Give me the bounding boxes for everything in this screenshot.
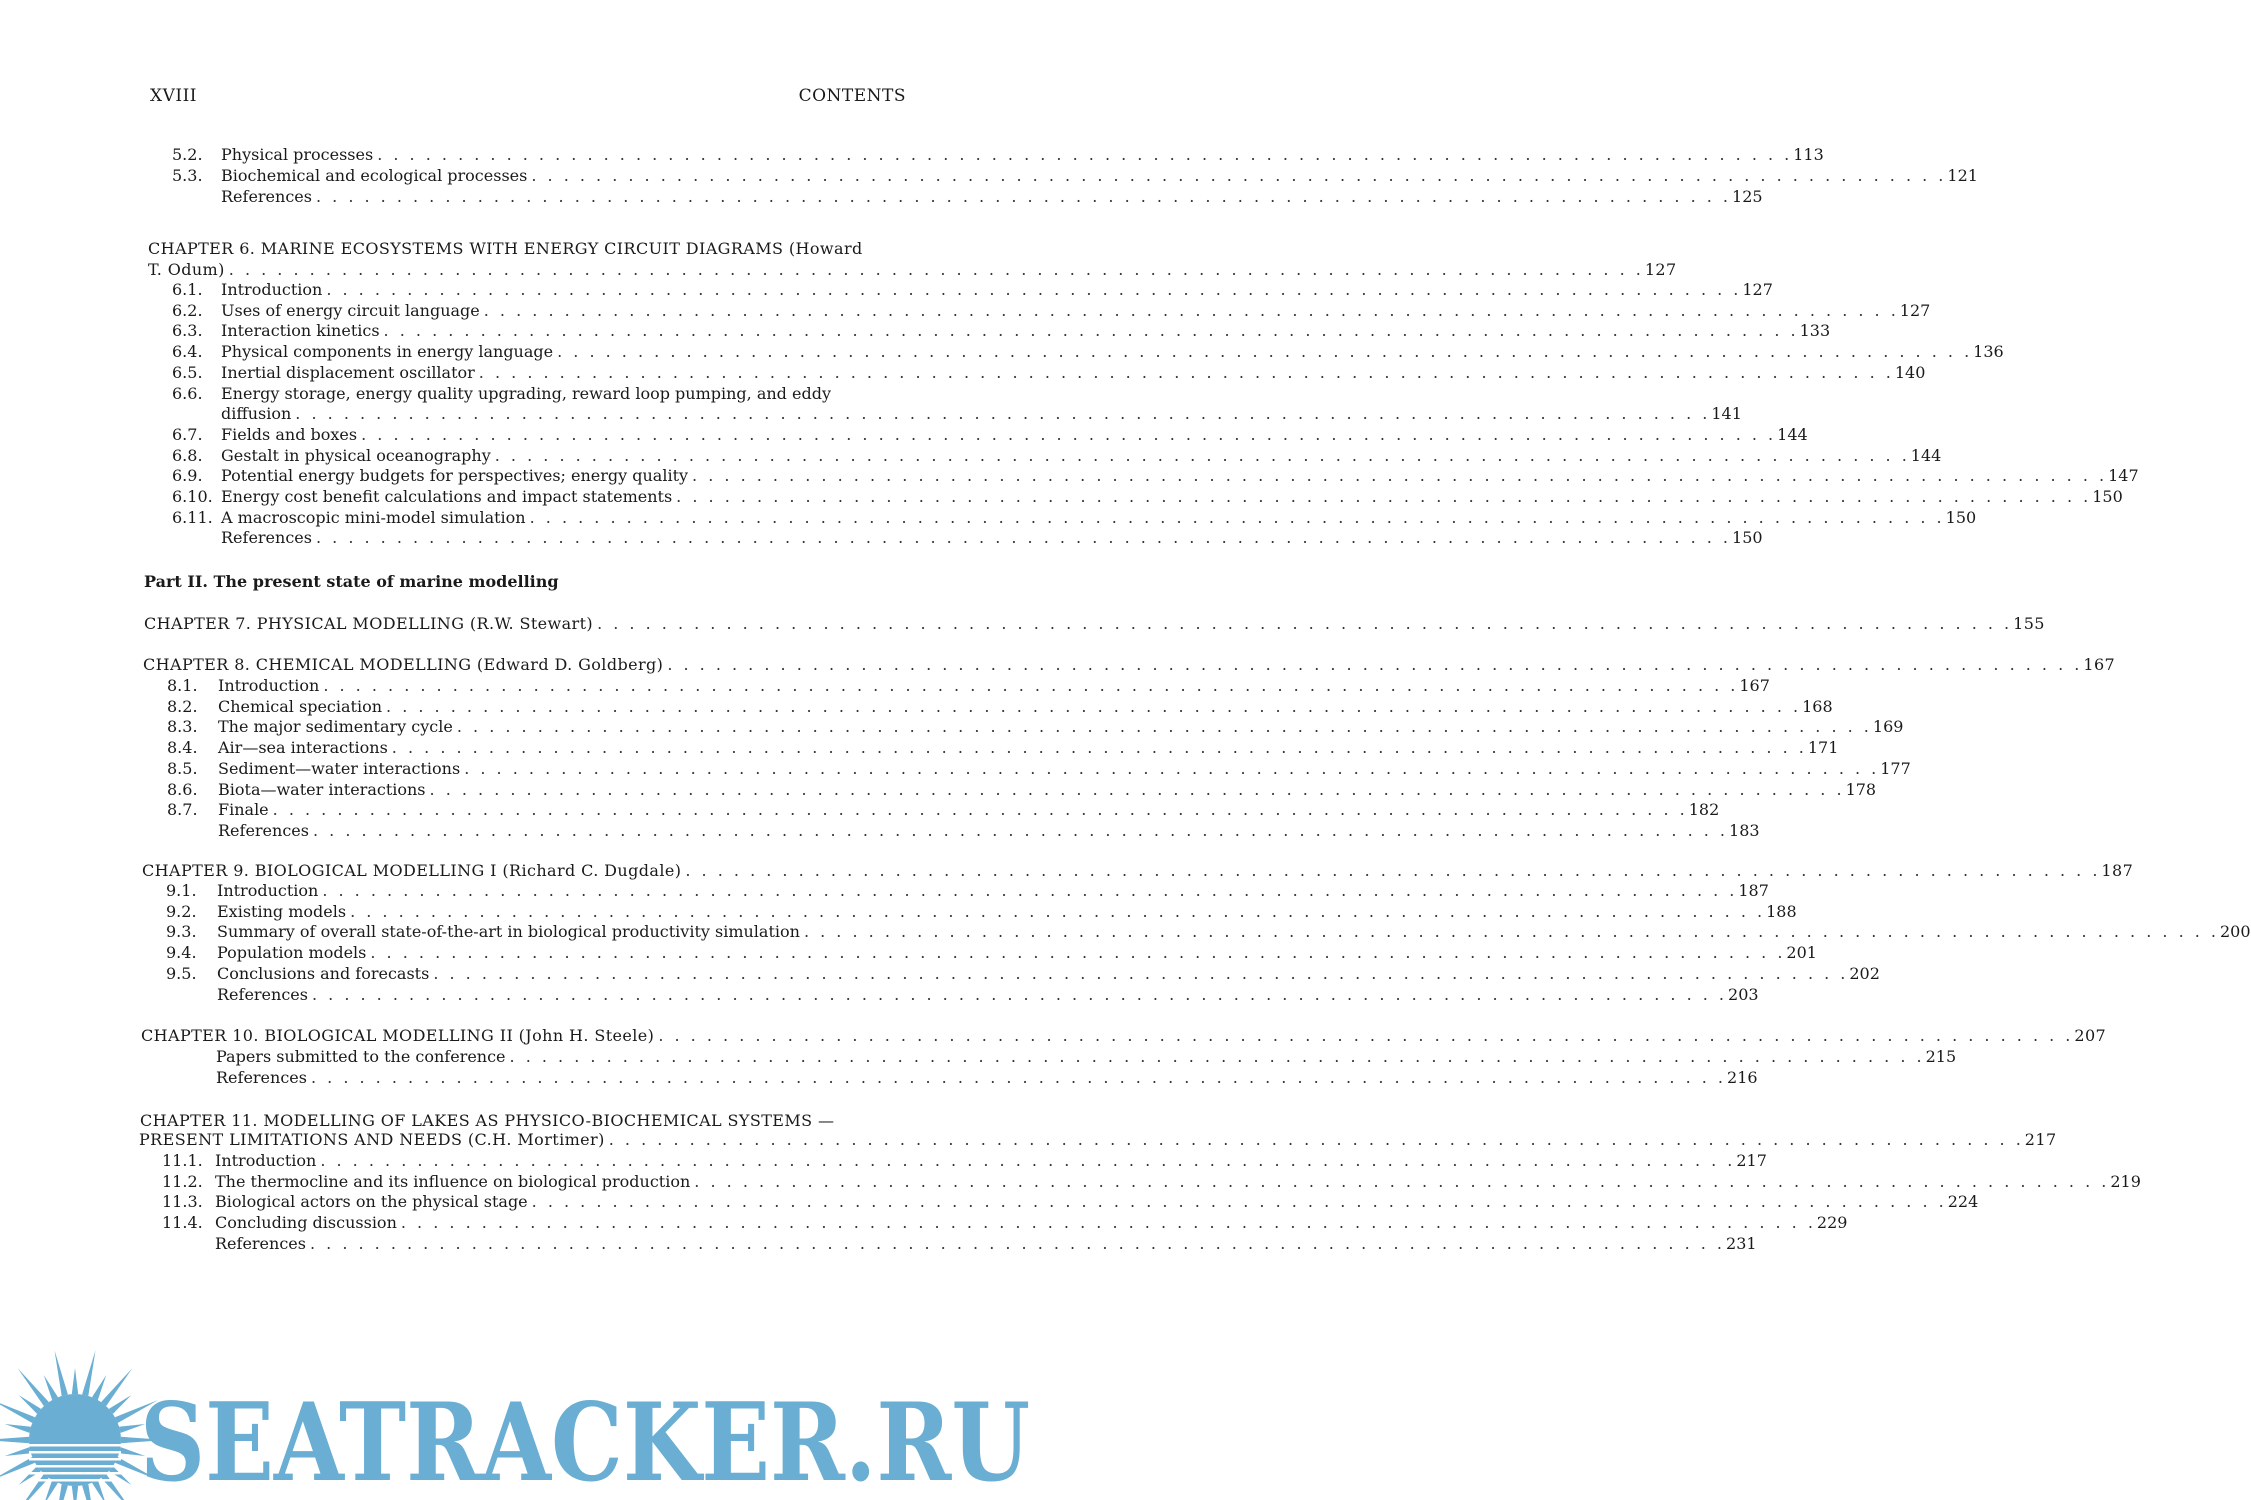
chapter-page: 217 bbox=[2024, 1130, 2057, 1149]
dot-leader bbox=[312, 984, 1724, 1005]
dot-leader bbox=[457, 716, 1869, 737]
toc-entry bbox=[167, 799, 1720, 820]
entry-title: Papers submitted to the conference bbox=[216, 1047, 506, 1066]
dot-leader bbox=[433, 963, 1845, 984]
entry-page: 183 bbox=[1729, 820, 1760, 840]
entry-page: 167 bbox=[1739, 676, 1770, 695]
toc-entry bbox=[172, 383, 905, 404]
entry-number: 6.9. bbox=[172, 466, 203, 486]
entry-title: Energy storage, energy quality upgrading, reward loop pumping, and eddy bbox=[221, 383, 831, 403]
entry-page: 121 bbox=[1947, 166, 1978, 185]
dot-leader bbox=[350, 901, 1762, 922]
entry-number: 11.4. bbox=[162, 1213, 203, 1233]
dot-leader bbox=[311, 1067, 1723, 1088]
toc-entry bbox=[172, 186, 1763, 207]
dot-leader bbox=[295, 403, 1707, 424]
entry-number: 6.3. bbox=[172, 321, 203, 341]
entry-title: Introduction bbox=[218, 676, 320, 695]
page-number-roman: XVIII bbox=[150, 86, 198, 106]
toc-entry bbox=[167, 737, 1839, 758]
entry-title: References bbox=[216, 1067, 307, 1087]
entry-line bbox=[217, 963, 1880, 984]
toc-entry bbox=[172, 144, 1824, 165]
entry-number: 8.2. bbox=[167, 696, 198, 716]
entry-title: Introduction bbox=[217, 881, 319, 900]
part-heading-text: Part II. The present state of marine modelling bbox=[144, 572, 559, 591]
toc-entry bbox=[172, 279, 1773, 300]
toc-entry bbox=[162, 1212, 1848, 1233]
entry-number: 6.5. bbox=[172, 362, 203, 382]
entry-page: 224 bbox=[1947, 1192, 1979, 1212]
entry-number: 11.3. bbox=[162, 1192, 203, 1212]
entry-title: References bbox=[215, 1233, 306, 1253]
entry-line bbox=[218, 737, 1839, 758]
entry-page: 150 bbox=[2092, 487, 2123, 506]
dot-leader bbox=[531, 165, 1943, 186]
entry-title: diffusion bbox=[221, 404, 292, 424]
dot-leader bbox=[386, 696, 1798, 717]
dot-leader bbox=[495, 445, 1907, 466]
entry-title: Potential energy budgets for perspectives; energy quality bbox=[221, 466, 689, 486]
chapter-page: 167 bbox=[2083, 655, 2116, 674]
entry-line bbox=[221, 320, 1831, 341]
entry-line bbox=[215, 1212, 1848, 1233]
chapter-title: T. Odum) bbox=[148, 260, 225, 279]
chapter-7-heading bbox=[144, 613, 2045, 634]
dot-leader bbox=[804, 921, 2216, 942]
toc-entry bbox=[172, 445, 1942, 466]
entry-line bbox=[217, 984, 1759, 1005]
dot-leader bbox=[401, 1212, 1813, 1233]
entry-line bbox=[221, 465, 2139, 486]
toc-entry bbox=[172, 341, 2004, 362]
entry-title: Gestalt in physical oceanography bbox=[221, 445, 491, 465]
entry-title: References bbox=[217, 984, 308, 1004]
entry-page: 140 bbox=[1894, 362, 1926, 382]
entry-page: 125 bbox=[1732, 187, 1763, 206]
entry-number: 8.5. bbox=[167, 758, 198, 778]
entry-page: 127 bbox=[1899, 300, 1931, 320]
entry-line bbox=[221, 165, 1978, 186]
dot-leader bbox=[370, 942, 1782, 963]
entry-number: 9.1. bbox=[166, 881, 197, 900]
chapter-11-heading-cont bbox=[139, 1129, 2057, 1150]
toc-entry bbox=[162, 1171, 2141, 1192]
entry-page: 216 bbox=[1727, 1067, 1758, 1087]
entry-number: 8.6. bbox=[167, 779, 198, 799]
dot-leader bbox=[479, 362, 1891, 383]
toc-entry bbox=[172, 465, 2139, 486]
entry-title: Concluding discussion bbox=[215, 1213, 397, 1233]
chapter-title: CHAPTER 9. BIOLOGICAL MODELLING I (Richard C. Dugdale) bbox=[142, 861, 682, 880]
entry-page: 201 bbox=[1786, 943, 1817, 963]
entry-title: Sediment—water interactions bbox=[218, 758, 461, 778]
toc-entry bbox=[167, 779, 1877, 800]
entry-page: 187 bbox=[1738, 881, 1769, 900]
entry-number: 11.1. bbox=[162, 1151, 203, 1170]
entry-number: 6.8. bbox=[172, 445, 203, 465]
watermark bbox=[0, 1340, 1050, 1500]
entry-line bbox=[218, 799, 1720, 820]
entry-line bbox=[221, 144, 1824, 165]
entry-page: 133 bbox=[1799, 321, 1831, 341]
toc-entry bbox=[166, 880, 1769, 901]
chapter-title: CHAPTER 7. PHYSICAL MODELLING (R.W. Stewart) bbox=[144, 614, 594, 633]
chapter-line bbox=[148, 259, 1677, 280]
entry-line bbox=[218, 820, 1760, 841]
entry-page: 144 bbox=[1777, 424, 1808, 444]
entry-line bbox=[215, 1233, 1757, 1254]
entry-line bbox=[221, 403, 1742, 424]
chapter-title: PRESENT LIMITATIONS AND NEEDS (C.H. Mortimer) bbox=[139, 1130, 605, 1149]
entry-page: 169 bbox=[1872, 717, 1904, 737]
entry-title: Uses of energy circuit language bbox=[221, 300, 480, 320]
entry-line bbox=[221, 279, 1773, 300]
chapter-title: CHAPTER 8. CHEMICAL MODELLING (Edward D. Goldberg) bbox=[143, 655, 664, 674]
entry-line bbox=[221, 527, 1763, 548]
entry-line bbox=[218, 696, 1833, 717]
chapter-10-heading bbox=[141, 1025, 2107, 1046]
entry-number: 6.7. bbox=[172, 424, 203, 444]
toc-entry bbox=[166, 942, 1817, 963]
toc-entry bbox=[172, 300, 1931, 321]
entry-title: Interaction kinetics bbox=[221, 321, 380, 341]
chapter-6-heading-cont bbox=[148, 259, 1677, 280]
entry-page: 219 bbox=[2110, 1171, 2141, 1191]
entry-page: 150 bbox=[1732, 528, 1763, 548]
entry-line bbox=[221, 486, 2123, 507]
chapter-line bbox=[141, 1025, 2107, 1046]
entry-number: 6.4. bbox=[172, 342, 203, 362]
toc-entry bbox=[162, 1191, 1979, 1212]
chapter-11-heading bbox=[140, 1110, 905, 1131]
dot-leader bbox=[313, 820, 1725, 841]
toc-entry bbox=[167, 675, 1770, 696]
entry-page: 141 bbox=[1711, 404, 1742, 424]
dot-leader bbox=[392, 737, 1804, 758]
entry-line bbox=[215, 1171, 2141, 1192]
entry-page: 215 bbox=[1925, 1047, 1957, 1066]
entry-line bbox=[221, 341, 2004, 362]
entry-line bbox=[217, 921, 2251, 942]
entry-line bbox=[216, 1067, 1758, 1088]
entry-line bbox=[221, 424, 1808, 445]
chapter-page: 127 bbox=[1644, 260, 1677, 279]
toc-entry bbox=[172, 165, 1978, 186]
dot-leader bbox=[361, 424, 1773, 445]
entry-page: 144 bbox=[1910, 445, 1942, 465]
chapter-11-heading-text: CHAPTER 11. MODELLING OF LAKES AS PHYSICO-BIOCHEMICAL SYSTEMS — bbox=[140, 1111, 835, 1130]
entry-number: 5.2. bbox=[172, 145, 203, 164]
dot-leader bbox=[667, 654, 2079, 675]
entry-title: Biochemical and ecological processes bbox=[221, 166, 528, 185]
dot-leader bbox=[430, 779, 1842, 800]
dot-leader bbox=[694, 1171, 2106, 1192]
dot-leader bbox=[692, 465, 2104, 486]
chapter-page: 207 bbox=[2074, 1026, 2107, 1045]
entry-page: 113 bbox=[1793, 145, 1824, 164]
dot-leader bbox=[510, 1046, 1922, 1067]
entry-line bbox=[217, 942, 1817, 963]
entry-title: References bbox=[221, 528, 312, 548]
entry-page: 168 bbox=[1802, 696, 1833, 716]
entry-page: 147 bbox=[2108, 466, 2139, 486]
entry-line bbox=[217, 880, 1769, 901]
chapter-page: 187 bbox=[2101, 861, 2134, 880]
entry-title: Biological actors on the physical stage bbox=[215, 1192, 528, 1212]
entry-page: 127 bbox=[1742, 280, 1773, 299]
dot-leader bbox=[597, 613, 2009, 634]
entry-line bbox=[221, 383, 905, 404]
entry-page: 178 bbox=[1845, 779, 1877, 799]
chapter-title: CHAPTER 10. BIOLOGICAL MODELLING II (John H. Steele) bbox=[141, 1026, 655, 1045]
toc-entry bbox=[172, 527, 1763, 548]
entry-line bbox=[218, 779, 1877, 800]
entry-title: The major sedimentary cycle bbox=[218, 717, 453, 737]
running-head: CONTENTS bbox=[798, 86, 906, 106]
toc-entry bbox=[166, 984, 1759, 1005]
dot-leader bbox=[464, 758, 1876, 779]
entry-title: References bbox=[218, 820, 309, 840]
entry-page: 171 bbox=[1807, 738, 1839, 758]
toc-entry bbox=[172, 507, 1977, 528]
toc-entry bbox=[172, 320, 1831, 341]
entry-number: 6.1. bbox=[172, 280, 203, 299]
entry-title: Introduction bbox=[215, 1151, 317, 1170]
entry-title: Fields and boxes bbox=[221, 424, 358, 444]
entry-page: 182 bbox=[1688, 800, 1720, 820]
entry-line bbox=[218, 675, 1770, 696]
dot-leader bbox=[322, 880, 1734, 901]
entry-number: 5.3. bbox=[172, 166, 203, 185]
dot-leader bbox=[532, 1191, 1944, 1212]
entry-page: 177 bbox=[1880, 758, 1911, 778]
entry-page: 136 bbox=[1973, 342, 2004, 362]
chapter-8-heading bbox=[143, 654, 2116, 675]
entry-title: Finale bbox=[218, 800, 269, 820]
entry-number: 8.1. bbox=[167, 676, 198, 695]
chapter-9-heading bbox=[142, 860, 2134, 881]
toc-entry bbox=[166, 921, 2251, 942]
entry-title: Physical processes bbox=[221, 145, 374, 164]
entry-title: The thermocline and its influence on biological production bbox=[215, 1171, 691, 1191]
toc-entry bbox=[167, 820, 1760, 841]
dot-leader bbox=[530, 507, 1942, 528]
dot-leader bbox=[320, 1150, 1732, 1171]
entry-line bbox=[221, 300, 1931, 321]
entry-title: Biota—water interactions bbox=[218, 779, 426, 799]
chapter-line bbox=[142, 860, 2134, 881]
dot-leader bbox=[316, 527, 1728, 548]
entry-page: 229 bbox=[1816, 1213, 1848, 1233]
entry-line bbox=[216, 1046, 1957, 1067]
entry-title: Air—sea interactions bbox=[218, 738, 388, 758]
toc-entry bbox=[162, 1233, 1757, 1254]
entry-page: 202 bbox=[1849, 963, 1880, 983]
dot-leader bbox=[609, 1129, 2021, 1150]
entry-number: 8.4. bbox=[167, 738, 198, 758]
dot-leader bbox=[310, 1233, 1722, 1254]
dot-leader bbox=[676, 486, 2088, 507]
dot-leader bbox=[484, 300, 1896, 321]
dot-leader bbox=[326, 279, 1738, 300]
watermark-text: SEATRACKER.RU bbox=[140, 1380, 1030, 1500]
dot-leader bbox=[273, 799, 1685, 820]
entry-line bbox=[215, 1150, 1767, 1171]
entry-line bbox=[217, 901, 1797, 922]
entry-title: Population models bbox=[217, 943, 367, 963]
entry-number: 6.10. bbox=[172, 487, 213, 506]
chapter-line bbox=[144, 613, 2045, 634]
entry-line bbox=[221, 362, 1926, 383]
entry-line bbox=[221, 445, 1942, 466]
dot-leader bbox=[377, 144, 1789, 165]
chapter-6-heading bbox=[148, 238, 905, 259]
entry-page: 150 bbox=[1945, 507, 1977, 527]
part-heading bbox=[144, 571, 905, 592]
entry-title: Summary of overall state-of-the-art in biological productivity simulation bbox=[217, 922, 800, 942]
toc-entry bbox=[172, 362, 1926, 383]
chapter-page: 155 bbox=[2013, 614, 2045, 633]
entry-number: 6.11. bbox=[172, 507, 213, 527]
toc-entry bbox=[165, 1067, 1758, 1088]
entry-title: A macroscopic mini-model simulation bbox=[221, 507, 526, 527]
dot-leader bbox=[323, 675, 1735, 696]
entry-number: 8.3. bbox=[167, 717, 198, 737]
entry-line bbox=[221, 186, 1763, 207]
entry-page: 200 bbox=[2220, 922, 2251, 942]
toc-entry bbox=[166, 901, 1797, 922]
toc-entry bbox=[167, 696, 1833, 717]
entry-number: 8.7. bbox=[167, 800, 198, 820]
entry-title: Energy cost benefit calculations and impact statements bbox=[221, 487, 673, 506]
entry-page: 217 bbox=[1736, 1151, 1767, 1170]
entry-number: 9.4. bbox=[166, 943, 197, 963]
toc-entry bbox=[172, 486, 2123, 507]
entry-number: 6.6. bbox=[172, 383, 203, 403]
toc-entry bbox=[172, 424, 1808, 445]
entry-number: 11.2. bbox=[162, 1171, 203, 1191]
toc-entry bbox=[165, 1046, 1957, 1067]
entry-number: 9.5. bbox=[166, 963, 197, 983]
entry-title: Chemical speciation bbox=[218, 696, 383, 716]
entry-title: Introduction bbox=[221, 280, 323, 299]
entry-title: References bbox=[221, 187, 312, 206]
dot-leader bbox=[685, 860, 2097, 881]
dot-leader bbox=[384, 320, 1796, 341]
entry-title: Physical components in energy language bbox=[221, 342, 554, 362]
dot-leader bbox=[557, 341, 1969, 362]
entry-number: 9.2. bbox=[166, 901, 197, 921]
entry-title: Existing models bbox=[217, 901, 347, 921]
entry-line bbox=[218, 758, 1911, 779]
entry-page: 203 bbox=[1728, 984, 1759, 1004]
chapter-line bbox=[143, 654, 2116, 675]
entry-page: 188 bbox=[1766, 901, 1797, 921]
entry-number: 9.3. bbox=[166, 922, 197, 942]
toc-entry bbox=[162, 1150, 1767, 1171]
toc-entry bbox=[166, 963, 1880, 984]
entry-page: 231 bbox=[1726, 1233, 1757, 1253]
dot-leader bbox=[658, 1025, 2070, 1046]
toc-entry bbox=[167, 716, 1904, 737]
toc-entry bbox=[172, 403, 1742, 424]
dot-leader bbox=[229, 259, 1641, 280]
entry-title: Conclusions and forecasts bbox=[217, 963, 430, 983]
entry-number: 6.2. bbox=[172, 300, 203, 320]
entry-line bbox=[215, 1191, 1979, 1212]
toc-entry bbox=[167, 758, 1911, 779]
entry-title: Inertial displacement oscillator bbox=[221, 362, 475, 382]
entry-line bbox=[218, 716, 1904, 737]
entry-line bbox=[221, 507, 1977, 528]
chapter-6-heading-text: CHAPTER 6. MARINE ECOSYSTEMS WITH ENERGY CIRCUIT DIAGRAMS (Howard bbox=[148, 239, 863, 258]
chapter-line bbox=[139, 1129, 2057, 1150]
dot-leader bbox=[316, 186, 1728, 207]
